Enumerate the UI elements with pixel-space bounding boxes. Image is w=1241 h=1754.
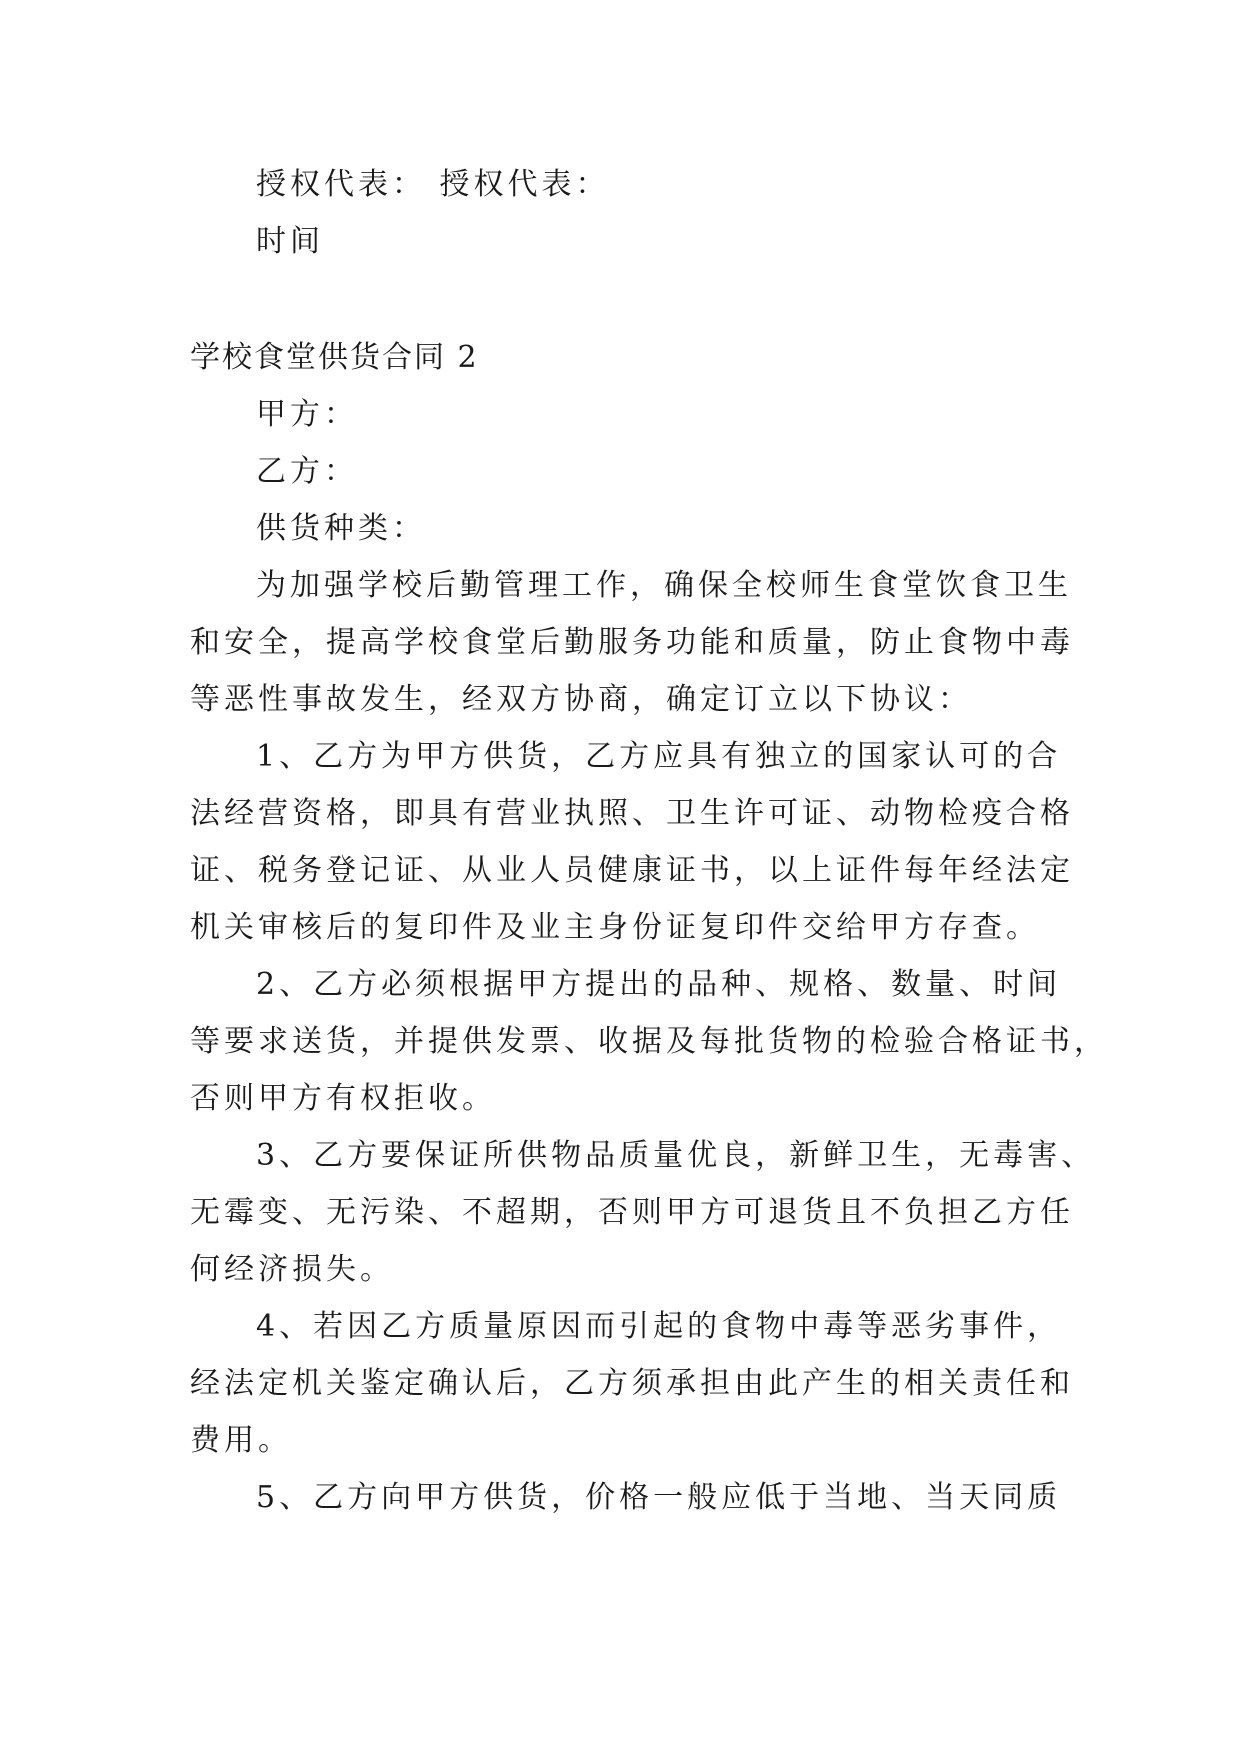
clause-1-line-3: 证、税务登记证、从业人员健康证书，以上证件每年经法定 — [190, 853, 1074, 888]
preamble-line-2: 和安全，提高学校食堂后勤服务功能和质量，防止食物中毒 — [190, 625, 1074, 660]
clause-5-line-1: 5、乙方向甲方供货，价格一般应低于当地、当天同质 — [256, 1480, 1062, 1515]
contract-title: 学校食堂供货合同 2 — [190, 340, 479, 375]
preamble-line-3: 等恶性事故发生，经双方协商，确定订立以下协议： — [190, 682, 972, 717]
date-line: 时间 — [256, 224, 324, 259]
clause-1-line-1: 1、乙方为甲方供货，乙方应具有独立的国家认可的合 — [256, 739, 1062, 774]
authorized-representatives-line: 授权代表： 授权代表： — [256, 167, 610, 202]
party-a-line: 甲方： — [256, 397, 358, 432]
clause-4-line-2: 经法定机关鉴定确认后，乙方须承担由此产生的相关责任和 — [190, 1366, 1074, 1401]
clause-2-line-2: 等要求送货，并提供发票、收据及每批货物的检验合格证书， — [190, 1024, 1108, 1059]
clause-4-line-1: 4、若因乙方质量原因而引起的食物中毒等恶劣事件， — [256, 1309, 1062, 1344]
supply-type-line: 供货种类： — [256, 511, 426, 546]
clause-4-line-3: 费用。 — [190, 1423, 292, 1458]
clause-3-line-3: 何经济损失。 — [190, 1252, 394, 1287]
party-b-line: 乙方： — [256, 454, 358, 489]
preamble-line-1: 为加强学校后勤管理工作，确保全校师生食堂饮食卫生 — [256, 568, 1072, 603]
clause-3-line-1: 3、乙方要保证所供物品质量优良，新鲜卫生，无毒害、 — [256, 1138, 1096, 1173]
clause-3-line-2: 无霉变、无污染、不超期，否则甲方可退货且不负担乙方任 — [190, 1195, 1074, 1230]
clause-2-line-1: 2、乙方必须根据甲方提出的品种、规格、数量、时间 — [256, 967, 1062, 1002]
clause-2-line-3: 否则甲方有权拒收。 — [190, 1081, 496, 1116]
clause-1-line-2: 法经营资格，即具有营业执照、卫生许可证、动物检疫合格 — [190, 796, 1074, 831]
clause-1-line-4: 机关审核后的复印件及业主身份证复印件交给甲方存查。 — [190, 910, 1040, 945]
